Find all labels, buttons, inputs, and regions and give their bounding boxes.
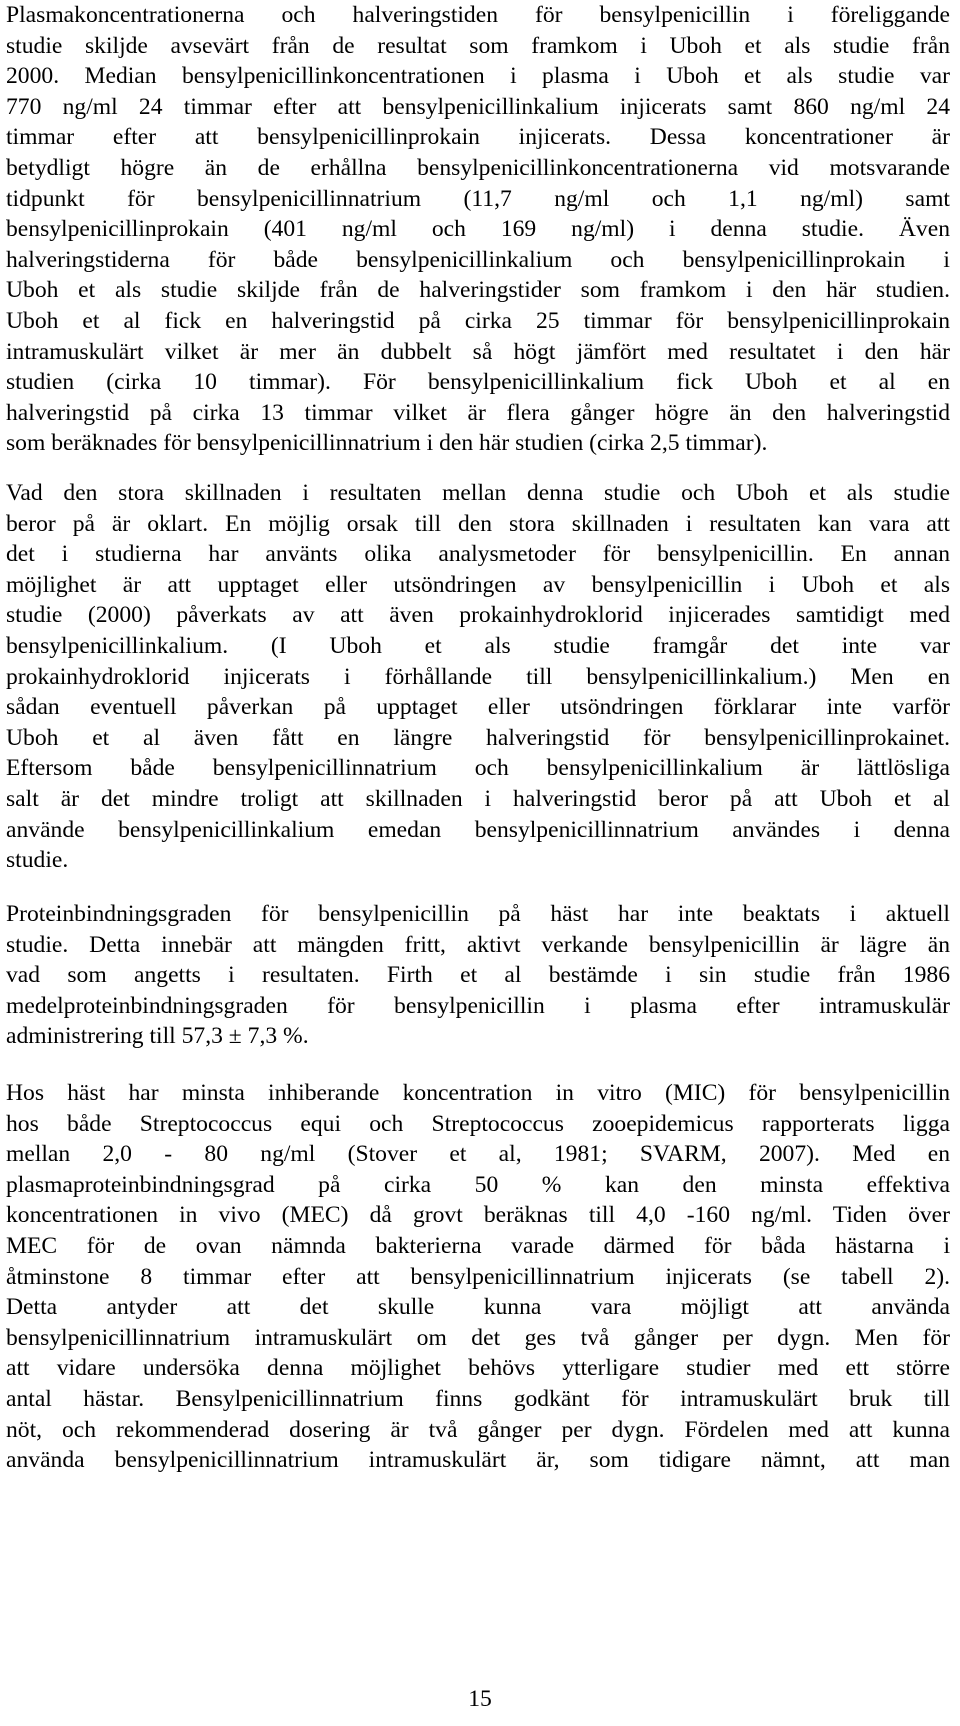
text-line: medelproteinbindningsgraden för bensylpenicillin i plasma efter intramuskulär bbox=[6, 992, 950, 1019]
text-line: halveringstid på cirka 13 timmar vilket är flera gånger högre än den halveringstid bbox=[6, 399, 950, 426]
text-line: studie. Detta innebär att mängden fritt, aktivt verkande bensylpenicillin är lägre än bbox=[6, 931, 950, 958]
text-line: som beräknades för bensylpenicillinnatrium i den här studien (cirka 2,5 timmar). bbox=[6, 430, 768, 457]
text-line: nöt, och rekommenderad dosering är två gånger per dygn. Fördelen med att kunna bbox=[6, 1416, 950, 1443]
text-line: plasmaproteinbindningsgrad på cirka 50 % kan den minsta effektiva bbox=[6, 1171, 950, 1198]
text-line: salt är det mindre troligt att skillnaden i halveringstid beror på att Uboh et al bbox=[6, 785, 950, 812]
text-line: administrering till 57,3 ± 7,3 %. bbox=[6, 1023, 309, 1050]
text-line: använde bensylpenicillinkalium emedan bensylpenicillinnatrium användes i denna bbox=[6, 816, 950, 843]
page-number: 15 bbox=[468, 1686, 492, 1712]
paragraph-plasma-concentrations bbox=[6, 0, 950, 459]
text-line: Plasmakoncentrationerna och halveringstiden för bensylpenicillin i föreliggande bbox=[6, 2, 950, 28]
paragraph-mic-horse bbox=[6, 1078, 950, 1476]
text-line: studie. bbox=[6, 847, 69, 874]
text-line: antal hästar. Bensylpenicillinnatrium finns godkänt för intramuskulärt bruk till bbox=[6, 1385, 950, 1412]
text-line: intramuskulärt vilket är mer än dubbelt så högt jämfört med resultatet i den här bbox=[6, 338, 950, 365]
text-line: att vidare undersöka denna möjlighet behövs ytterligare studier med ett större bbox=[6, 1355, 950, 1382]
text-line: Uboh et als studie skiljde från de halveringstider som framkom i den här studien. bbox=[6, 277, 950, 304]
text-line: timmar efter att bensylpenicillinprokain injicerats. Dessa koncentrationer är bbox=[6, 124, 950, 151]
text-line: tidpunkt för bensylpenicillinnatrium (11,7 ng/ml och 1,1 ng/ml) samt bbox=[6, 185, 950, 212]
text-line: bensylpenicillinnatrium intramuskulärt om det ges två gånger per dygn. Men för bbox=[6, 1324, 950, 1351]
text-line: MEC för de ovan nämnda bakterierna varade därmed för båda hästarna i bbox=[6, 1232, 950, 1259]
text-line: sådan eventuell påverkan på upptaget eller utsöndringen förklarar inte varför bbox=[6, 694, 950, 721]
text-line: prokainhydroklorid injicerats i förhållande till bensylpenicillinkalium.) Men en bbox=[6, 663, 950, 690]
text-line: halveringstiderna för både bensylpenicillinkalium och bensylpenicillinprokain i bbox=[6, 246, 950, 273]
text-line: det i studierna har använts olika analysmetoder för bensylpenicillin. En annan bbox=[6, 541, 950, 568]
text-line: Uboh et al fick en halveringstid på cirka 25 timmar för bensylpenicillinprokain bbox=[6, 307, 950, 334]
text-line: beror på är oklart. En möjlig orsak till den stora skillnaden i resultaten kan vara att bbox=[6, 510, 950, 537]
text-line: koncentrationen in vivo (MEC) då grovt beräknas till 4,0 -160 ng/ml. Tiden över bbox=[6, 1202, 950, 1229]
text-line: åtminstone 8 timmar efter att bensylpenicillinnatrium injicerats (se tabell 2). bbox=[6, 1263, 950, 1290]
text-line: studie skiljde avsevärt från de resultat som framkom i Uboh et als studie från bbox=[6, 32, 950, 59]
paragraph-protein-binding bbox=[6, 899, 950, 1052]
paragraph-difference-explanation bbox=[6, 478, 950, 876]
text-line: bensylpenicillinkalium. (I Uboh et als studie framgår det inte var bbox=[6, 632, 950, 659]
text-line: 2000. Median bensylpenicillinkoncentrationen i plasma i Uboh et als studie var bbox=[6, 63, 950, 90]
text-line: Proteinbindningsgraden för bensylpenicillin på häst har inte beaktats i aktuell bbox=[6, 901, 950, 927]
text-line: mellan 2,0 - 80 ng/ml (Stover et al, 1981; SVARM, 2007). Med en bbox=[6, 1141, 950, 1168]
text-line: bensylpenicillinprokain (401 ng/ml och 169 ng/ml) i denna studie. Även bbox=[6, 216, 950, 243]
text-line: hos både Streptococcus equi och Streptococcus zooepidemicus rapporterats ligga bbox=[6, 1110, 950, 1137]
text-line: Eftersom både bensylpenicillinnatrium och bensylpenicillinkalium är lättlösliga bbox=[6, 755, 950, 782]
text-line: Detta antyder att det skulle kunna vara möjligt att använda bbox=[6, 1294, 950, 1321]
text-line: använda bensylpenicillinnatrium intramuskulärt är, som tidigare nämnt, att man bbox=[6, 1447, 950, 1474]
text-line: betydligt högre än de erhållna bensylpenicillinkoncentrationerna vid motsvarande bbox=[6, 154, 950, 181]
text-line: studien (cirka 10 timmar). För bensylpenicillinkalium fick Uboh et al en bbox=[6, 369, 950, 396]
text-line: studie (2000) påverkats av att även prokainhydroklorid injicerades samtidigt med bbox=[6, 602, 950, 629]
text-line: 770 ng/ml 24 timmar efter att bensylpenicillinkalium injicerats samt 860 ng/ml 24 bbox=[6, 93, 950, 120]
text-line: möjlighet är att upptaget eller utsöndringen av bensylpenicillin i Uboh et als bbox=[6, 571, 950, 598]
text-line: Uboh et al även fått en längre halveringstid för bensylpenicillinprokainet. bbox=[6, 724, 950, 751]
text-line: vad som angetts i resultaten. Firth et al bestämde i sin studie från 1986 bbox=[6, 962, 950, 989]
text-line: Vad den stora skillnaden i resultaten mellan denna studie och Uboh et als studie bbox=[6, 480, 950, 506]
text-line: Hos häst har minsta inhiberande koncentration in vitro (MIC) för bensylpenicillin bbox=[6, 1080, 950, 1106]
